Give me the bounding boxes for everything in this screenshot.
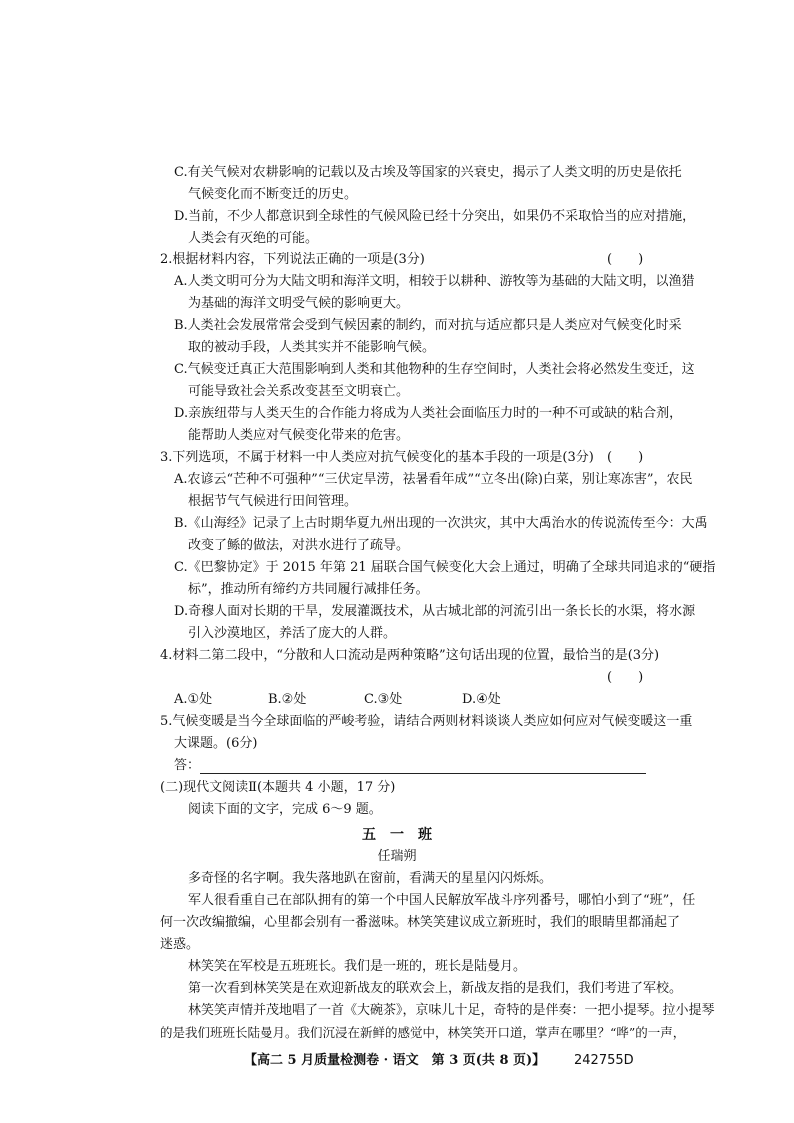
q2-option-a-line2: 为基础的海洋文明受气候的影响更大。: [188, 296, 410, 311]
q1-option-d-line1: D.当前，不少人都意识到全球性的气候风险已经十分突出，如果仍不采取恰当的应对措施，: [174, 209, 696, 224]
q4-option-c: C.③处: [364, 692, 403, 707]
q3-option-a-line2: 根据节气气候进行田间管理。: [188, 494, 358, 509]
q3-option-d-line2: 引入沙漠地区，养活了庞大的人群。: [188, 626, 397, 641]
article-paragraph-2-line1: 军人很看重自己在部队拥有的第一个中国人民解放军战斗序列番号，哪怕小到了“班”，任: [188, 893, 696, 908]
q3-stem: 3.下列选项，不属于材料一中人类应对抗气候变化的基本手段的一项是(3分): [160, 450, 594, 465]
q2-answer-paren: ( ): [607, 252, 644, 267]
q2-option-b-line2: 取的被动手段，人类其实并不能影响气候。: [188, 340, 436, 355]
q2-option-a-line1: A.人类文明可分为大陆文明和海洋文明，相较于以耕种、游牧等为基础的大陆文明，以渔猎: [174, 274, 695, 289]
q4-option-a: A.①处: [174, 692, 213, 707]
article-paragraph-1: 多奇怪的名字啊。我失落地趴在窗前，看满天的星星闪闪烁烁。: [188, 871, 553, 886]
q5-stem-line2: 大课题。(6分): [174, 736, 258, 751]
q2-option-d-line1: D.亲族纽带与人类天生的合作能力将成为人类社会面临压力时的一种不可或缺的粘合剂，: [174, 406, 683, 421]
q5-stem-line1: 5.气候变暖是当今全球面临的严峻考验，请结合两则材料谈谈人类应如何应对气候变暖这一重: [160, 714, 693, 729]
q3-option-a-line1: A.农谚云“芒种不可强种”“三伏定旱涝，祛暑看年成”“立冬出(除)白菜，别让寒冻害”，农民: [174, 472, 693, 487]
q3-option-b-line1: B.《山海经》记录了上古时期华夏九州出现的一次洪灾，其中大禹治水的传说流传至今：大禹: [174, 516, 708, 531]
q5-answer-line: [200, 773, 646, 774]
section2-instruction: 阅读下面的文字，完成 6～9 题。: [188, 802, 382, 817]
article-paragraph-5-line1: 林笑笑声情并茂地唱了一首《大碗茶》，京味儿十足，奇特的是伴奏：一把小提琴。拉小提琴: [188, 1003, 715, 1018]
article-paragraph-4: 第一次看到林笑笑是在欢迎新战友的联欢会上，新战友指的是我们，我们考进了军校。: [188, 981, 683, 996]
section2-heading: (二)现代文阅读Ⅱ(本题共 4 小题，17 分): [160, 780, 396, 795]
q3-option-d-line1: D.奇穆人面对长期的干旱，发展灌溉技术，从古城北部的河流引出一条长长的水渠，将水源: [174, 604, 696, 619]
article-paragraph-5-line2: 的是我们班班长陆曼月。我们沉浸在新鲜的感觉中，林笑笑开口道，掌声在哪里？“哗”的一声，: [160, 1025, 686, 1040]
q2-option-d-line2: 能帮助人类应对气候变化带来的危害。: [188, 428, 410, 443]
q2-option-c-line1: C.气候变迁真正大范围影响到人类和其他物种的生存空间时，人类社会将必然发生变迁，这: [174, 362, 695, 377]
q1-option-d-line2: 人类会有灭绝的可能。: [188, 231, 319, 246]
q4-option-d: D.④处: [462, 692, 501, 707]
q4-option-b: B.②处: [268, 692, 307, 707]
q4-stem: 4.材料二第二段中，“分散和人口流动是两种策略”这句话出现的位置，最恰当的是(3分): [160, 648, 660, 663]
article-author: 任瑞朔: [377, 849, 417, 864]
article-paragraph-3: 林笑笑在军校是五班班长。我们是一班的，班长是陆曼月。: [188, 959, 527, 974]
q1-option-c-line2: 气候变化而不断变迁的历史。: [188, 187, 358, 202]
q3-answer-paren: ( ): [607, 450, 644, 465]
article-title: 五 一 班: [362, 827, 432, 843]
q4-answer-paren: ( ): [607, 670, 644, 685]
q3-option-c-line1: C.《巴黎协定》于 2015 年第 21 届联合国气候变化大会上通过，明确了全球共同追求的“硬指: [174, 560, 716, 575]
q2-option-b-line1: B.人类社会发展常常会受到气候因素的制约，而对抗与适应都只是人类应对气候变化时采: [174, 318, 682, 333]
q3-option-b-line2: 改变了鲧的做法，对洪水进行了疏导。: [188, 538, 410, 553]
q2-option-c-line2: 可能导致社会关系改变甚至文明衰亡。: [188, 384, 410, 399]
q1-option-c-line1: C.有关气候对农耕影响的记载以及古埃及等国家的兴衰史，揭示了人类文明的历史是依托: [174, 165, 682, 180]
page-footer: 【高二 5 月质量检测卷 · 语文 第 3 页(共 8 页)】: [244, 1053, 546, 1068]
article-paragraph-2-line3: 迷惑。: [160, 937, 200, 952]
exam-code: 242755D: [574, 1053, 634, 1068]
q3-option-c-line2: 标”，推动所有缔约方共同履行减排任务。: [188, 582, 429, 597]
article-paragraph-2-line2: 何一次改编撤编，心里都会别有一番滋味。林笑笑建议成立新班时，我们的眼睛里都涌起了: [160, 915, 681, 930]
q2-stem: 2.根据材料内容，下列说法正确的一项是(3分): [160, 252, 425, 267]
q5-answer-label: 答：: [174, 758, 201, 773]
